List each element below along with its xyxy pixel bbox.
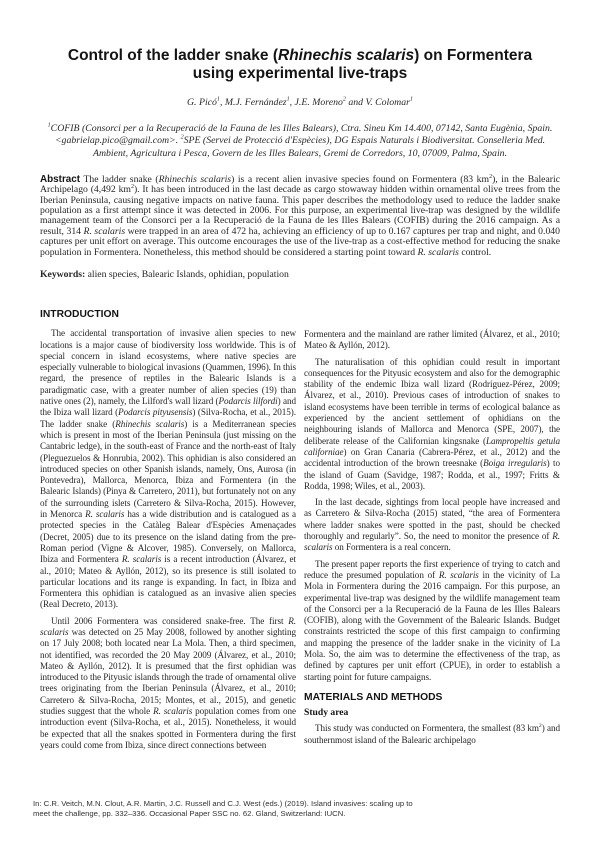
authors-line: G. Picó$^1$, M.J. Fernández$^1$, J.E. Moreno$^2$ and V. Colomar$^1$ xyxy=(186,96,413,108)
section-heading-introduction: INTRODUCTION xyxy=(40,308,119,320)
citation-footer: In: C.R. Veitch, M.N. Clout, A.R. Martin, J.C. Russell and C.J. West (eds.) (2019). Island invasives: scaling up to meet the challenge, pp. 332–336. Occasional Paper SSC no. 62. Gland, Switzerland: IUCN. xyxy=(33,797,431,819)
left-column xyxy=(40,309,296,756)
subsection-heading-study-area: Study area xyxy=(304,707,349,719)
abstract xyxy=(40,175,560,258)
intro-paragraph-5: The present paper reports the first experience of trying to catch and reduce the presumed population of R. scalaris in the vicinity of La Mola in Formentera during the 2016 campaign. For this purpose, an experimental live-trap was designed by the wildlife management team of the Consorci per a la Recuperació de la Fauna de les Illes Balears (COFIB), along with the Government of the Balearic Islands. Budget constraints restricted the scope of this first campaign to confirming and mapping the presence of the ladder snake in the vicinity of La Mola. So, the aim was to determine the effectiveness of the trap, as defined by captures per unit effort (CPUE), in order to establish a starting point for future campaigns. xyxy=(304,558,560,682)
keywords-line xyxy=(40,269,560,280)
study-area-paragraph: This study was conducted on Formentera, the smallest (83 $km^2$) and southernmost island of the Balearic archipelago xyxy=(304,723,560,745)
two-column-body xyxy=(40,309,560,756)
intro-paragraph-4: In the last decade, sightings from local people have increased and as Carretero & Silva-Rocha (2015) stated, “the area of Formentera where ladder snakes were spotted in the past, should be checked thoroughly and regularly”. So, the need to monitor the presence of R. scalaris on Formentera is a real concern. xyxy=(304,497,560,553)
paper-title: Control of the ladder snake (Rhinechis scalaris) on Formentera using experimental live-traps xyxy=(67,47,533,83)
abstract-label: Abstract xyxy=(40,173,81,185)
right-column xyxy=(304,309,560,756)
keywords-label: Keywords: xyxy=(40,268,86,280)
keywords-text: alien species, Balearic Islands, ophidian, population xyxy=(87,268,289,280)
abstract-text: The ladder snake (Rhinechis scalaris) is a recent alien invasive species found on Formentera (83 $km^2$), in the Balearic Archipelago (4,492 $km^2$). It has been introduced in the last decade as cargo stowaway hidden within ornamental olive trees from the Iberian Peninsula, causing negative impacts on native fauna. This paper describes the methodology used to reduce the ladder snake population as a first attempt since it was detected in 2006. For this purpose, an experimental live-trap was designed by the wildlife management team of the Consorci per a la Recuperació de la Fauna de les Illes Balears (COFIB) during the 2016 campaign. As a result, 314 R. scalaris were trapped in an area of 472 ha, achieving an efficiency of up to 0.167 captures per trap and night, and 0.040 captures per unit effort on average. This outcome encourages the use of the live-trap as a cost-effective method for reducing the snake population in Formentera. Nonetheless, this method should be considered a starting point toward R. scalaris control. xyxy=(40,173,561,258)
affiliations: $^1$COFIB (Consorci per a la Recuperació de la Fauna de les Illes Balears), Ctra. Sineu Km 14.400, 07142, Santa Eugènia, Spain. <gabrielap.pico@gmail.com>. $^2$SPE (Servei de Protecció d'Espècies), DG Espais Naturals i Biodiversitat. Conselleria Med. Ambient, Agricultura i Pesca, Govern de les Illes Balears, Gremi de Corredors, 10, 07009, Palma, Spain. xyxy=(47,122,553,160)
intro-paragraph-2: Until 2006 Formentera was considered snake-free. The first R. scalaris was detected on 25 May 2008, followed by another sighting on 17 July 2008; both located near La Mola. Then, a third specimen, not identified, was recorded the 20 May 2009 (Álvarez, et al., 2010; Mateo & Ayllón, 2012). It is presumed that the first ophidian was introduced to the Pityusic islands through the trade of ornamental olive trees originating from the Iberian Peninsula (Álvarez, et al., 2010; Carretero & Silva-Rocha, 2015; Montes, et al., 2015), and genetic studies suggest that the whole R. scalaris population comes from one introduction event (Silva-Rocha, et al., 2015). Nonetheless, it would be expected that all the snakes spotted in Formentera during the first years could come from Ibiza, since direct connections between xyxy=(40,615,296,750)
section-heading-materials-and-methods: MATERIALS AND METHODS xyxy=(304,691,443,703)
intro-paragraph-1: The accidental transportation of invasive alien species to new locations is a major cause of biodiversity loss worldwide. This is of special concern in island ecosystems, where native species are especially vulnerable to biological invasions (Quammen, 1996). In this regard, the presence of reptiles in the Balearic Islands is a paradigmatic case, with a greater number of alien species (19) than native ones (2), namely, the Lilford's wall lizard (Podarcis lilfordi) and the Ibiza wall lizard (Podarcis pityusensis) (Silva-Rocha, et al., 2015). The ladder snake (Rhinechis scalaris) is a Mediterranean species which is present in most of the Iberian Peninsula (just missing on the Cantabric ledge), in the south-east of France and the north-east of Italy (Pleguezuelos & Honrubia, 2002). This ophidian is also considered an introduced species on other Spanish islands, namely, Ons, Aurosa (in Pontevedra), Mallorca, Menorca, Ibiza and Formentera (in the Balearic Islands) (Pinya & Carretero, 2011), but fortunately not on any of the surrounding islets (Carretero & Silva-Rocha, 2015). However, in Menorca R. scalaris has a wide distribution and is catalogued as a protected species in the Catàleg Balear d'Espècies Amenaçades (Decret, 2005) due to its presence on the island dating from the pre-Roman period (Vigne & Alcover, 1985). Conversely, on Mallorca, Ibiza and Formentera R. scalaris is a recent introduction (Álvarez, et al., 2010; Mateo & Ayllón, 2012), so its presence is still isolated to particular locations and its range is expanding. In fact, in Ibiza and Formentera this ophidian is catalogued as an invasive alien species (Real Decreto, 2013). xyxy=(40,328,297,610)
intro-paragraph-2-continuation: Formentera and the mainland are rather limited (Álvarez, et al., 2010; Mateo & Ayllón, 2012). xyxy=(304,328,560,351)
intro-paragraph-3: The naturalisation of this ophidian could result in important consequences for the Pityusic ecosystem and also for the demographic stability of the endemic Ibiza wall lizard (Rodríguez-Pérez, 2009; Álvarez, et al., 2010). Previous cases of introduction of snakes to island ecosystems have been terrible in terms of ecological balance as experienced by the ancient settlement of ophidians on the neighbouring islands of Mallorca and Menorca (SPE, 2007), the deliberate release of the Californian kingsnake (Lampropeltis getula californiae) on Gran Canaria (Cabrera-Pérez, et al., 2012) and the accidental introduction of the brown treesnake (Boiga irregularis) to the island of Guam (Savidge, 1987; Rodda, et al., 1997; Fritts & Rodda, 1998; Wiles, et al., 2003). xyxy=(304,356,561,491)
